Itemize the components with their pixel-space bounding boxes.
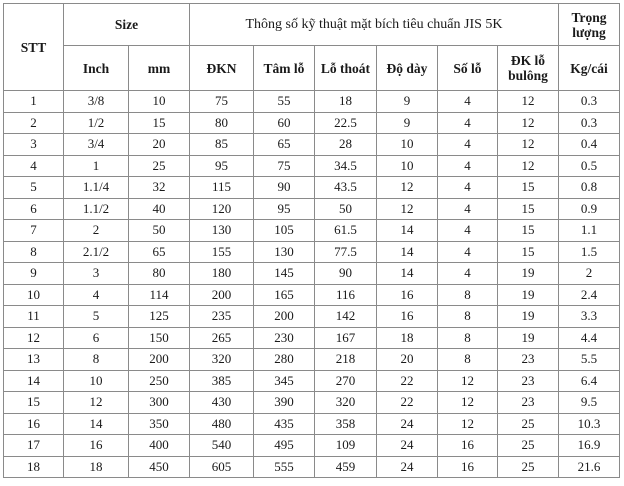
cell-lo-thoat: 77.5 [315, 241, 377, 263]
cell-dk-lo-bulong: 15 [498, 198, 559, 220]
cell-dk-lo-bulong: 19 [498, 263, 559, 285]
cell-kg-cai: 1.1 [559, 220, 620, 242]
cell-lo-thoat: 34.5 [315, 155, 377, 177]
table-row [4, 349, 620, 371]
cell-do-day: 14 [377, 220, 438, 242]
header-do-day: Độ dày [377, 46, 438, 91]
cell-stt: 12 [4, 327, 64, 349]
cell-lo-thoat: 18 [315, 91, 377, 113]
cell-kg-cai: 0.3 [559, 91, 620, 113]
cell-kg-cai: 16.9 [559, 435, 620, 457]
cell-do-day: 24 [377, 435, 438, 457]
header-size: Size [64, 4, 190, 46]
cell-stt: 13 [4, 349, 64, 371]
cell-tam-lo: 145 [254, 263, 315, 285]
cell-mm: 450 [129, 456, 190, 478]
cell-stt: 7 [4, 220, 64, 242]
cell-stt: 16 [4, 413, 64, 435]
cell-dkn: 200 [190, 284, 254, 306]
cell-stt: 3 [4, 134, 64, 156]
cell-lo-thoat: 22.5 [315, 112, 377, 134]
cell-dkn: 320 [190, 349, 254, 371]
table-row [4, 241, 620, 263]
cell-do-day: 24 [377, 413, 438, 435]
cell-stt: 18 [4, 456, 64, 478]
header-lo-thoat: Lỗ thoát [315, 46, 377, 91]
table-row [4, 220, 620, 242]
cell-mm: 400 [129, 435, 190, 457]
cell-do-day: 14 [377, 241, 438, 263]
cell-tam-lo: 105 [254, 220, 315, 242]
cell-dk-lo-bulong: 19 [498, 284, 559, 306]
cell-so-lo: 4 [438, 263, 498, 285]
cell-inch: 16 [64, 435, 129, 457]
cell-mm: 50 [129, 220, 190, 242]
cell-mm: 250 [129, 370, 190, 392]
cell-mm: 65 [129, 241, 190, 263]
cell-dkn: 480 [190, 413, 254, 435]
table-row [4, 306, 620, 328]
cell-kg-cai: 9.5 [559, 392, 620, 414]
cell-stt: 15 [4, 392, 64, 414]
cell-stt: 1 [4, 91, 64, 113]
cell-dkn: 180 [190, 263, 254, 285]
cell-dk-lo-bulong: 15 [498, 241, 559, 263]
cell-inch: 6 [64, 327, 129, 349]
cell-do-day: 12 [377, 177, 438, 199]
cell-dkn: 130 [190, 220, 254, 242]
cell-mm: 350 [129, 413, 190, 435]
cell-do-day: 18 [377, 327, 438, 349]
cell-stt: 2 [4, 112, 64, 134]
cell-tam-lo: 435 [254, 413, 315, 435]
table-container [3, 3, 620, 478]
table-row [4, 134, 620, 156]
cell-stt: 11 [4, 306, 64, 328]
cell-kg-cai: 5.5 [559, 349, 620, 371]
cell-do-day: 10 [377, 155, 438, 177]
cell-so-lo: 4 [438, 177, 498, 199]
cell-dkn: 385 [190, 370, 254, 392]
header-kg-cai: Kg/cái [559, 46, 620, 91]
cell-tam-lo: 230 [254, 327, 315, 349]
cell-dk-lo-bulong: 12 [498, 155, 559, 177]
cell-kg-cai: 3.3 [559, 306, 620, 328]
cell-inch: 12 [64, 392, 129, 414]
cell-kg-cai: 0.5 [559, 155, 620, 177]
cell-dk-lo-bulong: 23 [498, 392, 559, 414]
table-row [4, 263, 620, 285]
table-row [4, 370, 620, 392]
cell-dk-lo-bulong: 15 [498, 177, 559, 199]
cell-mm: 25 [129, 155, 190, 177]
cell-dk-lo-bulong: 23 [498, 370, 559, 392]
cell-dkn: 80 [190, 112, 254, 134]
cell-dk-lo-bulong: 12 [498, 91, 559, 113]
cell-so-lo: 4 [438, 220, 498, 242]
header-tam-lo: Tâm lỗ [254, 46, 315, 91]
cell-so-lo: 16 [438, 456, 498, 478]
cell-tam-lo: 55 [254, 91, 315, 113]
cell-do-day: 16 [377, 284, 438, 306]
table-row [4, 327, 620, 349]
table-row [4, 198, 620, 220]
cell-lo-thoat: 90 [315, 263, 377, 285]
cell-mm: 10 [129, 91, 190, 113]
cell-stt: 14 [4, 370, 64, 392]
cell-do-day: 24 [377, 456, 438, 478]
cell-inch: 3/4 [64, 134, 129, 156]
cell-do-day: 9 [377, 91, 438, 113]
cell-do-day: 9 [377, 112, 438, 134]
cell-so-lo: 4 [438, 91, 498, 113]
cell-lo-thoat: 109 [315, 435, 377, 457]
cell-kg-cai: 4.4 [559, 327, 620, 349]
cell-do-day: 22 [377, 392, 438, 414]
cell-mm: 32 [129, 177, 190, 199]
cell-tam-lo: 280 [254, 349, 315, 371]
table-row [4, 456, 620, 478]
cell-mm: 20 [129, 134, 190, 156]
cell-lo-thoat: 167 [315, 327, 377, 349]
cell-do-day: 12 [377, 198, 438, 220]
table-row [4, 435, 620, 457]
cell-lo-thoat: 142 [315, 306, 377, 328]
cell-tam-lo: 60 [254, 112, 315, 134]
cell-stt: 8 [4, 241, 64, 263]
cell-tam-lo: 165 [254, 284, 315, 306]
cell-lo-thoat: 358 [315, 413, 377, 435]
table-row [4, 112, 620, 134]
cell-dk-lo-bulong: 19 [498, 327, 559, 349]
cell-inch: 1.1/2 [64, 198, 129, 220]
cell-lo-thoat: 43.5 [315, 177, 377, 199]
table-body [4, 91, 620, 478]
jis-5k-flange-spec-table [3, 3, 620, 478]
cell-kg-cai: 0.9 [559, 198, 620, 220]
header-stt: STT [4, 4, 64, 91]
cell-mm: 15 [129, 112, 190, 134]
cell-lo-thoat: 459 [315, 456, 377, 478]
cell-tam-lo: 95 [254, 198, 315, 220]
header-mm: mm [129, 46, 190, 91]
cell-mm: 125 [129, 306, 190, 328]
cell-inch: 14 [64, 413, 129, 435]
cell-kg-cai: 0.4 [559, 134, 620, 156]
cell-lo-thoat: 218 [315, 349, 377, 371]
cell-inch: 2.1/2 [64, 241, 129, 263]
cell-tam-lo: 345 [254, 370, 315, 392]
cell-dk-lo-bulong: 15 [498, 220, 559, 242]
cell-do-day: 22 [377, 370, 438, 392]
cell-so-lo: 8 [438, 306, 498, 328]
table-row [4, 284, 620, 306]
cell-lo-thoat: 270 [315, 370, 377, 392]
cell-mm: 200 [129, 349, 190, 371]
cell-inch: 3 [64, 263, 129, 285]
cell-dk-lo-bulong: 19 [498, 306, 559, 328]
cell-inch: 1/2 [64, 112, 129, 134]
cell-kg-cai: 21.6 [559, 456, 620, 478]
cell-inch: 18 [64, 456, 129, 478]
cell-dk-lo-bulong: 12 [498, 112, 559, 134]
header-row-2 [4, 46, 620, 91]
cell-stt: 9 [4, 263, 64, 285]
cell-dkn: 605 [190, 456, 254, 478]
header-so-lo: Số lỗ [438, 46, 498, 91]
cell-kg-cai: 0.3 [559, 112, 620, 134]
cell-so-lo: 8 [438, 327, 498, 349]
cell-dk-lo-bulong: 25 [498, 413, 559, 435]
cell-dkn: 265 [190, 327, 254, 349]
cell-dk-lo-bulong: 12 [498, 134, 559, 156]
header-spec-group: Thông số kỹ thuật mặt bích tiêu chuẩn JIS 5K [190, 4, 559, 46]
cell-mm: 300 [129, 392, 190, 414]
header-row-1 [4, 4, 620, 46]
cell-dkn: 430 [190, 392, 254, 414]
cell-inch: 2 [64, 220, 129, 242]
cell-tam-lo: 130 [254, 241, 315, 263]
cell-lo-thoat: 116 [315, 284, 377, 306]
cell-dkn: 235 [190, 306, 254, 328]
cell-tam-lo: 75 [254, 155, 315, 177]
cell-kg-cai: 10.3 [559, 413, 620, 435]
cell-lo-thoat: 320 [315, 392, 377, 414]
cell-tam-lo: 555 [254, 456, 315, 478]
cell-so-lo: 4 [438, 241, 498, 263]
cell-kg-cai: 0.8 [559, 177, 620, 199]
cell-tam-lo: 200 [254, 306, 315, 328]
cell-dkn: 540 [190, 435, 254, 457]
cell-kg-cai: 6.4 [559, 370, 620, 392]
cell-do-day: 14 [377, 263, 438, 285]
cell-mm: 150 [129, 327, 190, 349]
header-inch: Inch [64, 46, 129, 91]
cell-lo-thoat: 50 [315, 198, 377, 220]
cell-dk-lo-bulong: 23 [498, 349, 559, 371]
header-dk-lo-bulong: ĐK lỗ bulông [498, 46, 559, 91]
cell-mm: 80 [129, 263, 190, 285]
cell-tam-lo: 90 [254, 177, 315, 199]
cell-so-lo: 8 [438, 349, 498, 371]
cell-dk-lo-bulong: 25 [498, 456, 559, 478]
cell-inch: 1.1/4 [64, 177, 129, 199]
cell-tam-lo: 495 [254, 435, 315, 457]
cell-so-lo: 4 [438, 155, 498, 177]
cell-inch: 10 [64, 370, 129, 392]
cell-stt: 4 [4, 155, 64, 177]
cell-inch: 5 [64, 306, 129, 328]
cell-inch: 3/8 [64, 91, 129, 113]
cell-kg-cai: 2 [559, 263, 620, 285]
cell-do-day: 10 [377, 134, 438, 156]
table-row [4, 91, 620, 113]
cell-tam-lo: 65 [254, 134, 315, 156]
cell-kg-cai: 2.4 [559, 284, 620, 306]
cell-stt: 17 [4, 435, 64, 457]
cell-lo-thoat: 61.5 [315, 220, 377, 242]
cell-do-day: 20 [377, 349, 438, 371]
cell-stt: 5 [4, 177, 64, 199]
table-row [4, 155, 620, 177]
cell-so-lo: 8 [438, 284, 498, 306]
cell-so-lo: 4 [438, 198, 498, 220]
cell-inch: 8 [64, 349, 129, 371]
cell-dkn: 95 [190, 155, 254, 177]
table-row [4, 413, 620, 435]
cell-tam-lo: 390 [254, 392, 315, 414]
cell-stt: 6 [4, 198, 64, 220]
cell-kg-cai: 1.5 [559, 241, 620, 263]
cell-dkn: 75 [190, 91, 254, 113]
cell-so-lo: 4 [438, 134, 498, 156]
cell-inch: 1 [64, 155, 129, 177]
cell-dk-lo-bulong: 25 [498, 435, 559, 457]
cell-dkn: 155 [190, 241, 254, 263]
cell-dkn: 120 [190, 198, 254, 220]
cell-so-lo: 12 [438, 370, 498, 392]
cell-mm: 114 [129, 284, 190, 306]
cell-stt: 10 [4, 284, 64, 306]
cell-do-day: 16 [377, 306, 438, 328]
cell-so-lo: 16 [438, 435, 498, 457]
cell-so-lo: 4 [438, 112, 498, 134]
header-dkn: ĐKN [190, 46, 254, 91]
cell-dkn: 115 [190, 177, 254, 199]
cell-so-lo: 12 [438, 413, 498, 435]
cell-lo-thoat: 28 [315, 134, 377, 156]
table-row [4, 177, 620, 199]
cell-dkn: 85 [190, 134, 254, 156]
table-row [4, 392, 620, 414]
cell-inch: 4 [64, 284, 129, 306]
cell-so-lo: 12 [438, 392, 498, 414]
cell-mm: 40 [129, 198, 190, 220]
header-weight-group: Trọng lượng [559, 4, 620, 46]
